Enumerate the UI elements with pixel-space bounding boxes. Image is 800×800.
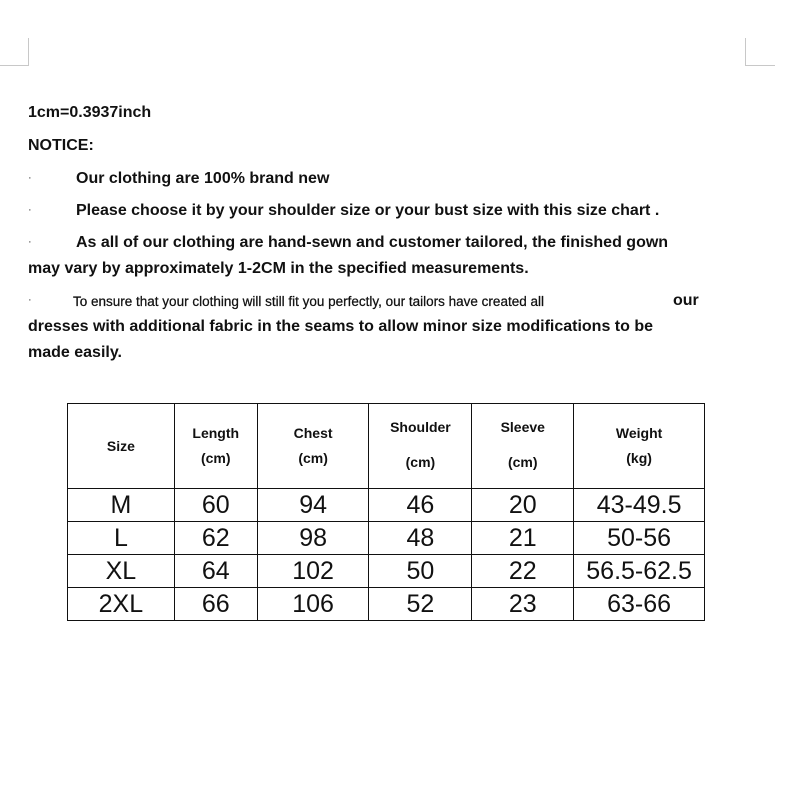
notice-item-continued: made easily. <box>28 344 122 361</box>
notice-item: Our clothing are 100% brand new <box>76 170 330 187</box>
table-cell: 60 <box>174 489 257 522</box>
column-header <box>574 404 705 489</box>
table-cell: 43-49.5 <box>574 489 705 522</box>
column-header-name: Chest <box>293 425 333 441</box>
crop-mark-top-left <box>28 38 29 66</box>
table-cell-size: M <box>68 489 175 522</box>
table-cell: 50-56 <box>574 522 705 555</box>
notice-item: To ensure that your clothing will still fit you perfectly, our tailors have created all <box>73 294 544 309</box>
crop-mark-top-right <box>745 65 775 66</box>
column-header-unit: (cm) <box>405 454 436 470</box>
crop-mark-top-left <box>0 65 28 66</box>
column-header <box>68 404 175 489</box>
notice-item: Please choose it by your shoulder size or your bust size with this size chart . <box>76 202 660 219</box>
column-header-unit: (cm) <box>507 454 538 470</box>
table-cell: 63-66 <box>574 588 705 621</box>
table-cell: 64 <box>174 555 257 588</box>
bullet-icon: · <box>28 236 32 248</box>
table-cell: 22 <box>472 555 574 588</box>
table-row <box>68 588 705 621</box>
notice-item-word: our <box>673 292 699 309</box>
table-cell: 20 <box>472 489 574 522</box>
table-cell: 48 <box>369 522 472 555</box>
column-header-name: Length <box>192 425 240 441</box>
table-cell: 23 <box>472 588 574 621</box>
column-header-unit: (kg) <box>626 450 652 466</box>
notice-heading: NOTICE: <box>28 137 94 154</box>
column-header <box>369 404 472 489</box>
notice-item: As all of our clothing are hand-sewn and customer tailored, the finished gown <box>76 234 669 251</box>
notice-item-continued: dresses with additional fabric in the seams to allow minor size modifications to be <box>28 318 654 335</box>
table-cell-size: XL <box>68 555 175 588</box>
bullet-icon: · <box>28 172 32 184</box>
table-cell: 62 <box>174 522 257 555</box>
table-cell: 106 <box>257 588 369 621</box>
column-header-unit: (cm) <box>200 450 231 466</box>
table-cell: 102 <box>257 555 369 588</box>
unit-conversion: 1cm=0.3937inch <box>28 104 152 121</box>
table-cell-size: L <box>68 522 175 555</box>
crop-mark-top-right <box>745 38 746 66</box>
table-cell: 21 <box>472 522 574 555</box>
table-cell: 56.5-62.5 <box>574 555 705 588</box>
column-header <box>257 404 369 489</box>
column-header-name: Weight <box>615 425 663 441</box>
column-header-unit: (cm) <box>298 450 328 466</box>
size-chart-table <box>67 403 705 621</box>
column-header-name: Shoulder <box>390 419 451 435</box>
column-header-name: Size <box>106 437 135 454</box>
table-header-row <box>68 404 705 489</box>
column-header-name: Sleeve <box>500 419 545 435</box>
table-cell-size: 2XL <box>68 588 175 621</box>
table-cell: 52 <box>369 588 472 621</box>
notice-item-continued: may vary by approximately 1-2CM in the specified measurements. <box>28 260 529 277</box>
table-row <box>68 555 705 588</box>
table-row <box>68 522 705 555</box>
table-cell: 50 <box>369 555 472 588</box>
column-header <box>174 404 257 489</box>
table-cell: 66 <box>174 588 257 621</box>
bullet-icon: · <box>28 294 32 306</box>
table-cell: 94 <box>257 489 369 522</box>
table-row <box>68 489 705 522</box>
table-cell: 98 <box>257 522 369 555</box>
table-cell: 46 <box>369 489 472 522</box>
column-header <box>472 404 574 489</box>
bullet-icon: · <box>28 204 32 216</box>
